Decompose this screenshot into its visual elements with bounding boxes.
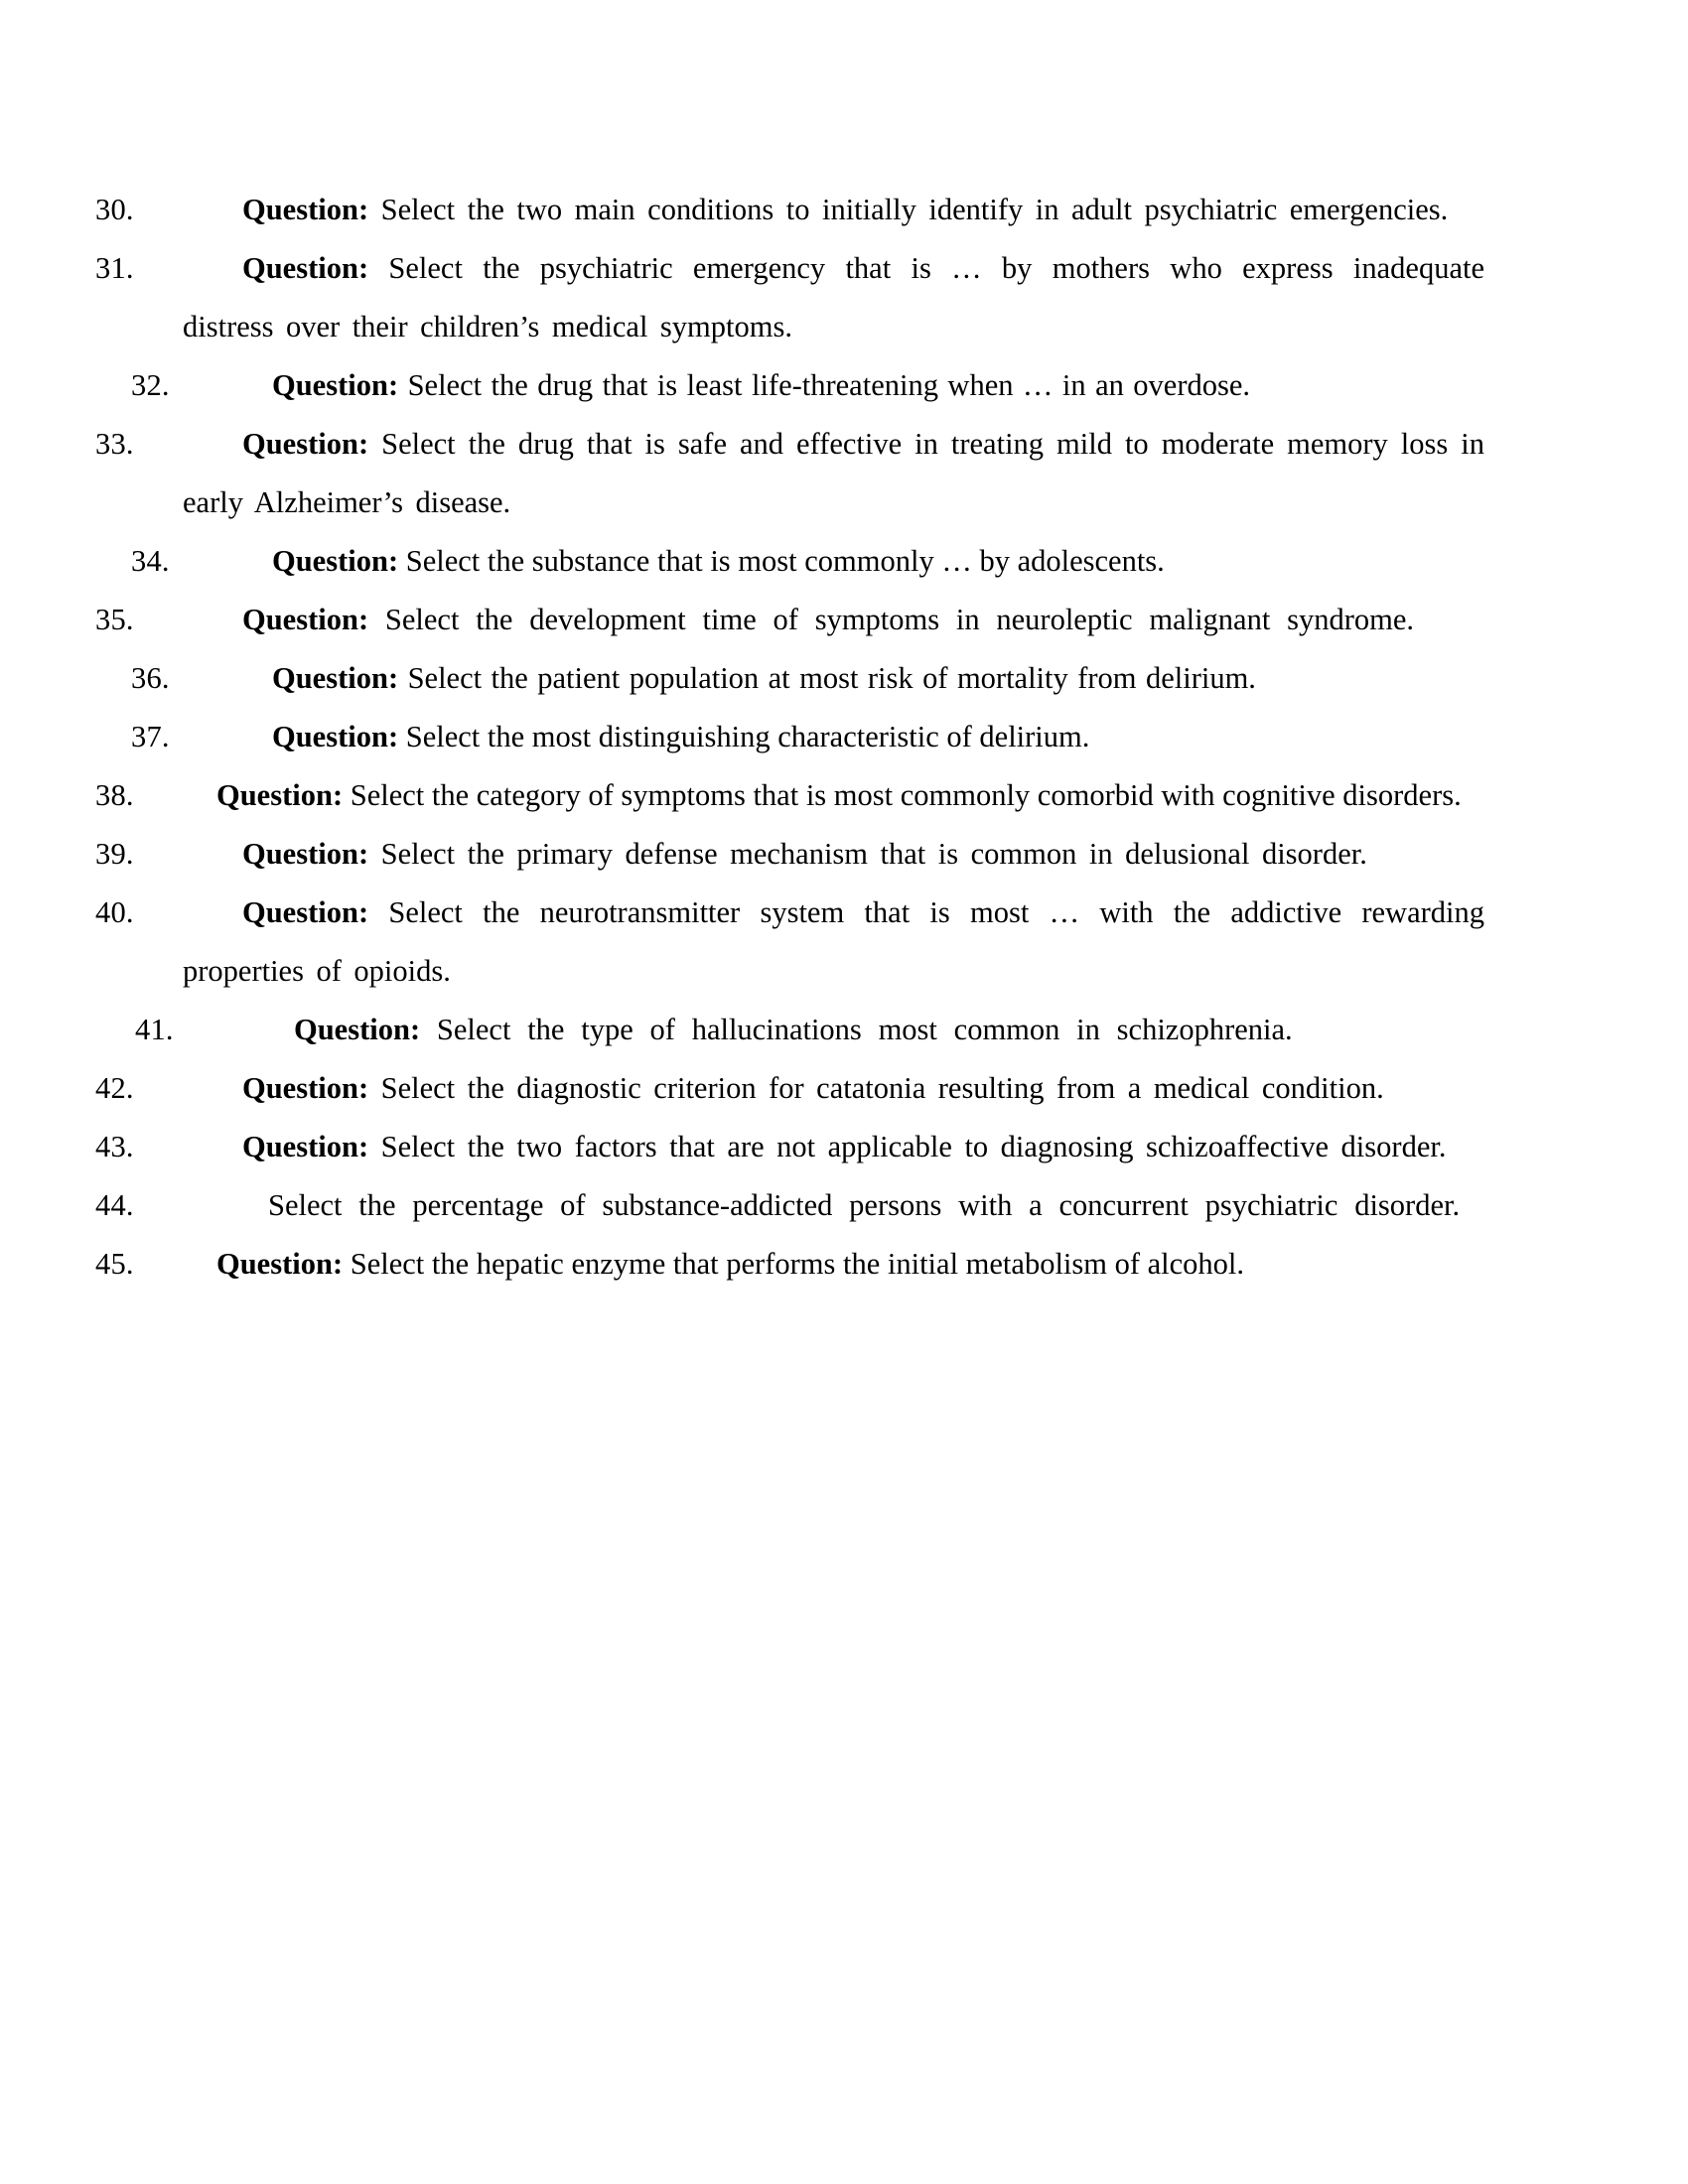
item-label: Question: bbox=[216, 1247, 344, 1281]
item-label: Question: bbox=[242, 603, 369, 636]
list-item bbox=[95, 1235, 1484, 1294]
item-number: 39. bbox=[95, 837, 134, 871]
item-label: Question: bbox=[242, 427, 369, 461]
item-text: Select the hepatic enzyme that performs the initial metabolism of alcohol. bbox=[350, 1247, 1245, 1281]
list-item bbox=[95, 239, 1484, 356]
item-text: Select the category of symptoms that is most commonly comorbid with cognitive disorders. bbox=[350, 778, 1462, 812]
item-text: Select the two factors that are not applicable to diagnosing schizoaffective disorder. bbox=[380, 1130, 1447, 1163]
list-item bbox=[95, 1059, 1484, 1118]
list-item bbox=[131, 356, 1484, 415]
item-label: Question: bbox=[242, 251, 369, 285]
item-label: Question: bbox=[216, 778, 344, 812]
item-text: Select the substance that is most commonly … by adolescents. bbox=[405, 544, 1165, 578]
list-item bbox=[95, 181, 1484, 239]
list-item bbox=[95, 884, 1484, 1001]
item-label: Question: bbox=[272, 368, 399, 402]
item-number: 40. bbox=[95, 895, 134, 929]
item-text: Select the patient population at most risk of mortality from delirium. bbox=[407, 661, 1256, 695]
item-text: Select the percentage of substance-addicted persons with a concurrent psychiatric disorder. bbox=[268, 1188, 1461, 1222]
item-number: 37. bbox=[131, 720, 170, 753]
item-label: Question: bbox=[242, 1130, 369, 1163]
item-number: 33. bbox=[95, 427, 134, 461]
item-label: Question: bbox=[242, 895, 369, 929]
item-number: 43. bbox=[95, 1130, 134, 1163]
item-text: Select the two main conditions to initially identify in adult psychiatric emergencies. bbox=[380, 193, 1449, 226]
list-item bbox=[131, 649, 1484, 708]
item-text: Select the primary defense mechanism that is common in delusional disorder. bbox=[380, 837, 1367, 871]
list-item bbox=[95, 766, 1484, 825]
item-text: Select the type of hallucinations most common in schizophrenia. bbox=[436, 1013, 1293, 1046]
item-number: 36. bbox=[131, 661, 170, 695]
item-number: 42. bbox=[95, 1071, 134, 1105]
list-item bbox=[95, 415, 1484, 532]
item-number: 31. bbox=[95, 251, 134, 285]
item-text: Select the drug that is least life-threatening when … in an overdose. bbox=[407, 368, 1251, 402]
item-label: Question: bbox=[242, 1071, 369, 1105]
item-label: Question: bbox=[294, 1013, 421, 1046]
list-item bbox=[95, 1176, 1484, 1235]
item-number: 38. bbox=[95, 778, 134, 812]
item-number: 41. bbox=[135, 1013, 174, 1046]
list-item bbox=[135, 1001, 1484, 1059]
item-label: Question: bbox=[272, 720, 399, 753]
item-text: Select the psychiatric emergency that is … by mothers who express inadequate distress over their children’s medical symptoms. bbox=[183, 251, 1484, 343]
item-number: 30. bbox=[95, 193, 134, 226]
list-item bbox=[95, 591, 1484, 649]
item-number: 44. bbox=[95, 1188, 134, 1222]
item-text: Select the drug that is safe and effective in treating mild to moderate memory loss in early Alzheimer’s disease. bbox=[183, 427, 1484, 519]
item-label: Question: bbox=[242, 193, 369, 226]
item-label: Question: bbox=[272, 544, 399, 578]
item-number: 34. bbox=[131, 544, 170, 578]
list-item bbox=[131, 532, 1484, 591]
list-item bbox=[95, 825, 1484, 884]
item-number: 35. bbox=[95, 603, 134, 636]
item-label: Question: bbox=[242, 837, 369, 871]
item-text: Select the diagnostic criterion for catatonia resulting from a medical condition. bbox=[380, 1071, 1384, 1105]
item-text: Select the neurotransmitter system that is most … with the addictive rewarding properties of opioids. bbox=[183, 895, 1484, 988]
question-list bbox=[95, 181, 1484, 1294]
item-label: Question: bbox=[272, 661, 399, 695]
item-number: 32. bbox=[131, 368, 170, 402]
list-item bbox=[95, 1118, 1484, 1176]
list-item bbox=[131, 708, 1484, 766]
item-text: Select the development time of symptoms in neuroleptic malignant syndrome. bbox=[384, 603, 1415, 636]
item-text: Select the most distinguishing characteristic of delirium. bbox=[405, 720, 1090, 753]
item-number: 45. bbox=[95, 1247, 134, 1281]
